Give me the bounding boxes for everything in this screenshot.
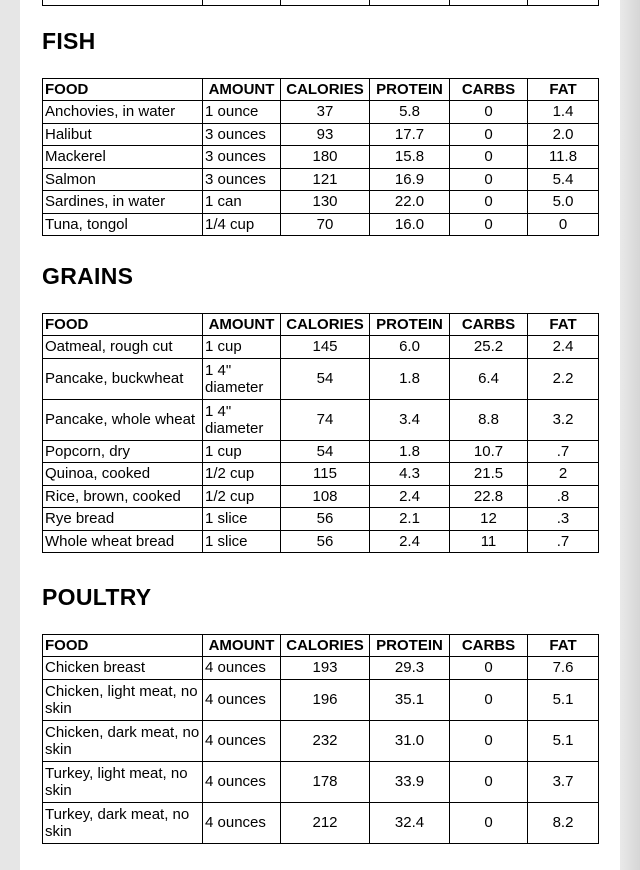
calories-cell: 193 [281, 657, 370, 680]
fat-cell: 7.6 [528, 657, 599, 680]
column-header-carbs: CARBS [450, 635, 528, 657]
calories-cell: 93 [281, 123, 370, 146]
food-cell: Chicken, dark meat, no skin [43, 720, 203, 761]
carbs-cell: 0 [450, 101, 528, 124]
protein-cell: 2.1 [370, 508, 450, 531]
calories-cell: 54 [281, 358, 370, 399]
fat-cell: .3 [528, 508, 599, 531]
calories-cell: 74 [281, 399, 370, 440]
calories-cell: 232 [281, 720, 370, 761]
amount-cell: 1 ounce [203, 101, 281, 124]
fat-cell: .8 [528, 485, 599, 508]
food-cell: Popcorn, dry [43, 440, 203, 463]
calories-cell: 180 [281, 146, 370, 169]
carbs-cell: 0 [450, 761, 528, 802]
protein-cell: 3.4 [370, 399, 450, 440]
fat-cell: 2 [528, 463, 599, 486]
table-row [43, 146, 599, 169]
food-cell: Chicken breast [43, 657, 203, 680]
column-header-amount: AMOUNT [203, 314, 281, 336]
amount-cell: 4 ounces [203, 679, 281, 720]
amount-cell: 4 ounces [203, 761, 281, 802]
food-cell: Sardines, in water [43, 191, 203, 214]
carbs-cell: 0 [450, 213, 528, 236]
fat-cell: 2.4 [528, 336, 599, 359]
calories-cell: 196 [281, 679, 370, 720]
amount-cell: 4 ounces [203, 657, 281, 680]
amount-cell: 3 ounces [203, 123, 281, 146]
table-row [43, 399, 599, 440]
table-row [43, 720, 599, 761]
fat-cell: 2.0 [528, 123, 599, 146]
column-header-calories: CALORIES [281, 635, 370, 657]
protein-cell: 6.0 [370, 336, 450, 359]
table-row [43, 336, 599, 359]
carbs-cell: 8.8 [450, 399, 528, 440]
protein-cell: 33.9 [370, 761, 450, 802]
food-cell: Chicken, light meat, no skin [43, 679, 203, 720]
carbs-cell: 12 [450, 508, 528, 531]
fat-cell: 2.2 [528, 358, 599, 399]
amount-cell: 4 ounces [203, 802, 281, 843]
previous-table-fragment [42, 0, 599, 6]
calories-cell: 212 [281, 802, 370, 843]
calories-cell: 54 [281, 440, 370, 463]
carbs-cell: 6.4 [450, 358, 528, 399]
amount-cell: 3 ounces [203, 168, 281, 191]
amount-cell: 1/2 cup [203, 485, 281, 508]
protein-cell: 16.0 [370, 213, 450, 236]
carbs-cell: 11 [450, 530, 528, 553]
fat-cell: 5.1 [528, 679, 599, 720]
food-cell: Quinoa, cooked [43, 463, 203, 486]
table-row [43, 508, 599, 531]
table-row [43, 761, 599, 802]
calories-cell: 108 [281, 485, 370, 508]
amount-cell: 1 slice [203, 508, 281, 531]
section-title-poultry: POULTRY [42, 584, 152, 610]
fat-cell: 5.4 [528, 168, 599, 191]
section-title-fish: FISH [42, 28, 96, 54]
table-row [43, 168, 599, 191]
table-row [43, 440, 599, 463]
protein-cell: 17.7 [370, 123, 450, 146]
column-header-food: FOOD [43, 79, 203, 101]
carbs-cell: 0 [450, 123, 528, 146]
fat-cell: 1.4 [528, 101, 599, 124]
column-header-fat: FAT [528, 314, 599, 336]
food-cell: Rye bread [43, 508, 203, 531]
protein-cell: 22.0 [370, 191, 450, 214]
fat-cell: 5.1 [528, 720, 599, 761]
food-cell: Mackerel [43, 146, 203, 169]
protein-cell: 29.3 [370, 657, 450, 680]
food-cell: Salmon [43, 168, 203, 191]
fat-cell: .7 [528, 530, 599, 553]
fish-table [42, 78, 599, 236]
table-row [43, 485, 599, 508]
fat-cell: 0 [528, 213, 599, 236]
carbs-cell: 0 [450, 168, 528, 191]
table-row [43, 213, 599, 236]
column-header-protein: PROTEIN [370, 314, 450, 336]
column-header-protein: PROTEIN [370, 79, 450, 101]
fat-cell: 11.8 [528, 146, 599, 169]
carbs-cell: 0 [450, 720, 528, 761]
calories-cell: 130 [281, 191, 370, 214]
protein-cell: 2.4 [370, 485, 450, 508]
carbs-cell: 0 [450, 191, 528, 214]
amount-cell: 1/2 cup [203, 463, 281, 486]
column-header-carbs: CARBS [450, 314, 528, 336]
food-cell: Pancake, whole wheat [43, 399, 203, 440]
fat-cell: 3.7 [528, 761, 599, 802]
calories-cell: 56 [281, 508, 370, 531]
column-header-food: FOOD [43, 635, 203, 657]
carbs-cell: 0 [450, 802, 528, 843]
protein-cell: 32.4 [370, 802, 450, 843]
column-header-protein: PROTEIN [370, 635, 450, 657]
calories-cell: 121 [281, 168, 370, 191]
amount-cell: 1 4" diameter [203, 399, 281, 440]
page-edge-shadow [620, 0, 640, 870]
amount-cell: 4 ounces [203, 720, 281, 761]
calories-cell: 70 [281, 213, 370, 236]
grains-table [42, 313, 599, 553]
table-row [43, 101, 599, 124]
column-header-carbs: CARBS [450, 79, 528, 101]
amount-cell: 1 cup [203, 440, 281, 463]
fat-cell: .7 [528, 440, 599, 463]
food-cell: Whole wheat bread [43, 530, 203, 553]
food-cell: Tuna, tongol [43, 213, 203, 236]
protein-cell: 1.8 [370, 358, 450, 399]
fat-cell: 3.2 [528, 399, 599, 440]
amount-cell: 1 can [203, 191, 281, 214]
carbs-cell: 0 [450, 657, 528, 680]
carbs-cell: 21.5 [450, 463, 528, 486]
protein-cell: 5.8 [370, 101, 450, 124]
table-row [43, 463, 599, 486]
food-cell: Anchovies, in water [43, 101, 203, 124]
table-row [43, 123, 599, 146]
column-header-calories: CALORIES [281, 79, 370, 101]
carbs-cell: 25.2 [450, 336, 528, 359]
column-header-fat: FAT [528, 635, 599, 657]
amount-cell: 1 cup [203, 336, 281, 359]
column-header-amount: AMOUNT [203, 79, 281, 101]
carbs-cell: 0 [450, 679, 528, 720]
table-row [43, 802, 599, 843]
table-row [43, 530, 599, 553]
protein-cell: 35.1 [370, 679, 450, 720]
protein-cell: 1.8 [370, 440, 450, 463]
carbs-cell: 0 [450, 146, 528, 169]
calories-cell: 37 [281, 101, 370, 124]
protein-cell: 2.4 [370, 530, 450, 553]
carbs-cell: 22.8 [450, 485, 528, 508]
table-header-row [43, 314, 599, 336]
table-header-row [43, 635, 599, 657]
food-cell: Turkey, light meat, no skin [43, 761, 203, 802]
fat-cell: 8.2 [528, 802, 599, 843]
food-cell: Halibut [43, 123, 203, 146]
table-row [43, 0, 599, 6]
column-header-amount: AMOUNT [203, 635, 281, 657]
calories-cell: 145 [281, 336, 370, 359]
food-cell: Oatmeal, rough cut [43, 336, 203, 359]
column-header-fat: FAT [528, 79, 599, 101]
table-row [43, 679, 599, 720]
calories-cell: 115 [281, 463, 370, 486]
table-header-row [43, 79, 599, 101]
carbs-cell: 10.7 [450, 440, 528, 463]
amount-cell: 3 ounces [203, 146, 281, 169]
food-cell: Turkey, dark meat, no skin [43, 802, 203, 843]
food-cell: Rice, brown, cooked [43, 485, 203, 508]
table-row [43, 358, 599, 399]
calories-cell: 178 [281, 761, 370, 802]
food-cell: Pancake, buckwheat [43, 358, 203, 399]
amount-cell: 1 4" diameter [203, 358, 281, 399]
amount-cell: 1 slice [203, 530, 281, 553]
fat-cell: 5.0 [528, 191, 599, 214]
section-title-grains: GRAINS [42, 263, 134, 289]
column-header-calories: CALORIES [281, 314, 370, 336]
poultry-table [42, 634, 599, 844]
table-row [43, 657, 599, 680]
protein-cell: 4.3 [370, 463, 450, 486]
protein-cell: 31.0 [370, 720, 450, 761]
protein-cell: 16.9 [370, 168, 450, 191]
column-header-food: FOOD [43, 314, 203, 336]
amount-cell: 1/4 cup [203, 213, 281, 236]
protein-cell: 15.8 [370, 146, 450, 169]
calories-cell: 56 [281, 530, 370, 553]
table-row [43, 191, 599, 214]
